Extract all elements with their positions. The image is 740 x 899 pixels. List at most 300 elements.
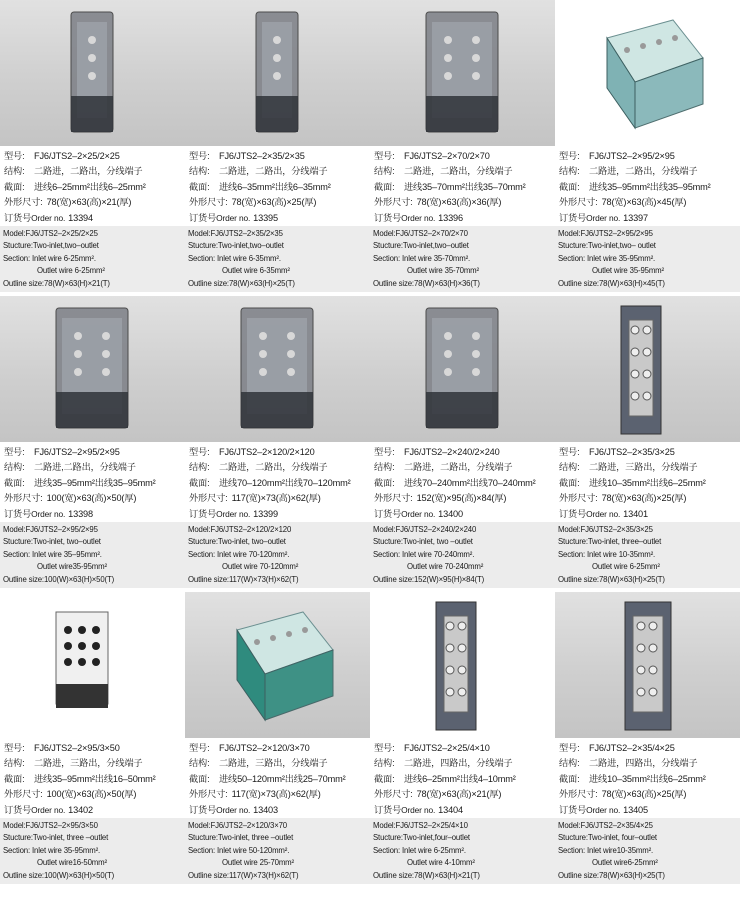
spec-label: 型号: xyxy=(374,447,395,457)
spec-model-en: Model:FJ6/JTS2–2×35/4×25 xyxy=(558,821,653,830)
spec-value: FJ6/JTS2–2×35/4×25 xyxy=(589,743,675,753)
order-label-en: Order no. xyxy=(401,508,436,519)
product-photo xyxy=(555,592,740,738)
spec-outline-en: Outline size:117(W)×73(H)×62(T) xyxy=(188,574,299,584)
product-photo-icon xyxy=(0,592,185,738)
product-photo xyxy=(370,592,555,738)
order-label-cn: 订货号 xyxy=(559,212,587,223)
spec-cn xyxy=(189,741,370,818)
order-number xyxy=(189,803,370,818)
order-label-cn: 订货号 xyxy=(4,212,32,223)
spec-structure-cn xyxy=(374,164,555,179)
spec-value: 78(宽)×63(高)×21(厚) xyxy=(46,197,132,208)
order-value: 13398 xyxy=(68,508,93,519)
spec-structure-cn xyxy=(4,164,185,179)
spec-size-cn xyxy=(559,787,740,802)
spec-value: FJ6/JTS2–2×70/2×70 xyxy=(404,151,490,161)
spec-structure-en: Stucture:Two-inlet, two–outlet xyxy=(188,537,286,547)
spec-structure-cn xyxy=(374,460,555,475)
spec-structure-en: Stucture:Two-inlet, three –outlet xyxy=(188,833,294,843)
spec-label: 截面: xyxy=(4,477,25,488)
spec-model-cn xyxy=(4,445,185,460)
product-card xyxy=(185,0,370,296)
spec-value: 二路进,二路出，分线端子 xyxy=(34,462,136,473)
product-photo xyxy=(0,0,185,146)
spec-label: 结构: xyxy=(4,758,25,769)
spec-section-en: Section: Inlet wire 6-25mm². xyxy=(3,253,96,263)
spec-size-cn xyxy=(374,195,555,210)
spec-label: 结构: xyxy=(374,166,395,177)
spec-section-cn xyxy=(559,476,740,491)
spec-model-en: Model:FJ6/JTS2–2×70/2×70 xyxy=(373,229,468,238)
spec-label: 型号: xyxy=(189,743,210,753)
spec-structure-cn xyxy=(374,756,555,771)
spec-label: 结构: xyxy=(189,758,210,769)
spec-value: 117(宽)×73(高)×62(厚) xyxy=(231,789,321,800)
spec-value: 二路进，三路出，分线端子 xyxy=(34,758,143,769)
product-photo-icon xyxy=(555,296,740,442)
spec-value: 进线35–95mm²出线35–95mm² xyxy=(589,181,711,192)
spec-model-en: Model:FJ6/JTS2–2×240/2×240 xyxy=(373,525,477,534)
spec-label: 截面: xyxy=(4,181,25,192)
spec-outlet-en: Outlet wire 25-70mm² xyxy=(222,858,294,868)
product-card xyxy=(555,0,740,296)
spec-label: 截面: xyxy=(374,773,395,784)
spec-section-cn xyxy=(559,772,740,787)
order-value: 13397 xyxy=(623,212,648,223)
spec-section-en: Section: Inlet wire 6-35mm². xyxy=(188,253,281,263)
spec-structure-en: Stucture:Two-inlet,two–outlet xyxy=(188,241,284,251)
order-value: 13405 xyxy=(623,804,648,815)
product-photo xyxy=(0,592,185,738)
product-card xyxy=(370,592,555,888)
spec-structure-cn xyxy=(189,460,370,475)
spec-en xyxy=(555,818,740,884)
spec-value: 二路进，二路出，分线端子 xyxy=(589,166,698,177)
spec-structure-en: Stucture:Two-inlet, four–outlet xyxy=(558,833,657,843)
spec-value: 进线10–35mm²出线6–25mm² xyxy=(589,477,706,488)
spec-model-cn xyxy=(374,149,555,164)
spec-outlet-en: Outlet wire 70-120mm² xyxy=(222,562,299,572)
spec-structure-en: Stucture:Two-inlet,two–outlet xyxy=(3,241,99,251)
spec-value: FJ6/JTS2–2×25/2×25 xyxy=(34,151,120,161)
spec-label: 外形尺寸: xyxy=(374,789,413,800)
spec-value: 进线6–25mm²出线6–25mm² xyxy=(34,181,146,192)
spec-en xyxy=(555,522,740,588)
spec-section-en: Section: Inlet wire 35-95mm². xyxy=(558,253,656,263)
order-label-en: Order no. xyxy=(586,508,621,519)
spec-cn xyxy=(559,149,740,226)
spec-structure-en: Stucture:Two-inlet, two–outlet xyxy=(3,537,101,547)
spec-value: FJ6/JTS2–2×120/2×120 xyxy=(219,447,315,457)
spec-label: 截面: xyxy=(559,773,580,784)
product-photo xyxy=(555,0,740,146)
spec-section-cn xyxy=(374,476,555,491)
spec-value: 78(宽)×63(高)×25(厚) xyxy=(231,197,317,208)
order-number xyxy=(559,507,740,522)
order-value: 13399 xyxy=(253,508,278,519)
order-number xyxy=(4,211,185,226)
spec-size-cn xyxy=(559,195,740,210)
spec-value: 进线70–120mm²出线70–120mm² xyxy=(219,477,351,488)
spec-section-cn xyxy=(4,180,185,195)
order-number xyxy=(374,211,555,226)
order-label-cn: 订货号 xyxy=(559,508,587,519)
order-number xyxy=(374,507,555,522)
product-photo xyxy=(555,296,740,442)
spec-outline-en: Outline size:78(W)×63(H)×21(T) xyxy=(3,278,110,288)
spec-value: 二路进，四路出，分线端子 xyxy=(589,758,698,769)
spec-structure-en: Stucture:Two-inlet,two–outlet xyxy=(373,241,469,251)
spec-label: 截面: xyxy=(559,477,580,488)
order-label-en: Order no. xyxy=(401,804,436,815)
order-number xyxy=(374,803,555,818)
product-photo-icon xyxy=(555,0,740,146)
spec-section-en: Section: Inlet wire 6-25mm². xyxy=(373,845,466,855)
spec-outline-en: Outline size:78(W)×63(H)×21(T) xyxy=(373,870,480,880)
spec-label: 结构: xyxy=(374,758,395,769)
spec-model-en: Model:FJ6/JTS2–2×120/2×120 xyxy=(188,525,292,534)
order-value: 13396 xyxy=(438,212,463,223)
product-photo xyxy=(185,592,370,738)
spec-outline-en: Outline size:117(W)×73(H)×62(T) xyxy=(188,870,299,880)
product-card xyxy=(370,296,555,592)
spec-label: 截面: xyxy=(559,181,580,192)
order-label-en: Order no. xyxy=(586,804,621,815)
product-photo-icon xyxy=(185,0,370,146)
spec-label: 型号: xyxy=(4,743,25,753)
spec-label: 型号: xyxy=(4,447,25,457)
spec-section-cn xyxy=(189,772,370,787)
spec-label: 结构: xyxy=(189,462,210,473)
spec-value: 进线35–70mm²出线35–70mm² xyxy=(404,181,526,192)
spec-outline-en: Outline size:78(W)×63(H)×36(T) xyxy=(373,278,480,288)
spec-label: 结构: xyxy=(559,462,580,473)
spec-label: 截面: xyxy=(4,773,25,784)
spec-outlet-en: Outlet wire 6-35mm² xyxy=(222,266,290,276)
spec-label: 外形尺寸: xyxy=(4,197,43,208)
spec-cn xyxy=(189,149,370,226)
spec-label: 截面: xyxy=(374,477,395,488)
spec-en xyxy=(370,226,555,292)
spec-outlet-en: Outlet wire35-95mm² xyxy=(37,562,107,572)
spec-section-cn xyxy=(189,476,370,491)
spec-value: 二路进，二路出，分线端子 xyxy=(219,462,328,473)
order-label-en: Order no. xyxy=(401,212,436,223)
spec-model-cn xyxy=(559,741,740,756)
spec-cn xyxy=(374,149,555,226)
order-number xyxy=(189,211,370,226)
spec-value: 二路进，三路出，分线端子 xyxy=(219,758,328,769)
order-value: 13394 xyxy=(68,212,93,223)
spec-value: 进线35–95mm²出线35–95mm² xyxy=(34,477,156,488)
spec-en xyxy=(185,226,370,292)
spec-value: 78(宽)×63(高)×21(厚) xyxy=(416,789,502,800)
spec-en xyxy=(0,522,185,588)
spec-value: 78(宽)×63(高)×45(厚) xyxy=(601,197,687,208)
spec-label: 外形尺寸: xyxy=(559,493,598,504)
spec-value: 78(宽)×63(高)×36(厚) xyxy=(416,197,502,208)
spec-model-en: Model:FJ6/JTS2–2×95/2×95 xyxy=(558,229,653,238)
spec-section-cn xyxy=(559,180,740,195)
spec-section-en: Section: Inlet wire 35–95mm². xyxy=(3,549,102,559)
spec-label: 结构: xyxy=(374,462,395,473)
spec-size-cn xyxy=(374,787,555,802)
spec-section-en: Section: Inlet wire 50-120mm². xyxy=(188,845,290,855)
spec-label: 截面: xyxy=(374,181,395,192)
spec-value: 100(宽)×63(高)×50(厚) xyxy=(46,493,137,504)
spec-value: 100(宽)×63(高)×50(厚) xyxy=(46,789,137,800)
spec-outlet-en: Outlet wire 6-25mm² xyxy=(37,266,105,276)
spec-value: FJ6/JTS2–2×35/3×25 xyxy=(589,447,675,457)
order-label-en: Order no. xyxy=(216,804,251,815)
order-label-cn: 订货号 xyxy=(189,508,217,519)
spec-section-en: Section: Inlet wire10-35mm². xyxy=(558,845,654,855)
spec-structure-cn xyxy=(559,460,740,475)
spec-cn xyxy=(559,741,740,818)
spec-cn xyxy=(4,445,185,522)
spec-value: 进线6–35mm²出线6–35mm² xyxy=(219,181,331,192)
spec-structure-en: Stucture:Two-inlet, two –outlet xyxy=(373,537,473,547)
product-photo-icon xyxy=(370,592,555,738)
spec-value: 78(宽)×63(高)×25(厚) xyxy=(601,493,687,504)
spec-value: 进线35–95mm²出线16–50mm² xyxy=(34,773,156,784)
spec-en xyxy=(370,522,555,588)
spec-model-en: Model:FJ6/JTS2–2×35/2×35 xyxy=(188,229,283,238)
spec-size-cn xyxy=(189,787,370,802)
product-card xyxy=(185,296,370,592)
spec-structure-cn xyxy=(189,164,370,179)
order-label-cn: 订货号 xyxy=(189,212,217,223)
product-card xyxy=(185,592,370,888)
spec-label: 截面: xyxy=(189,477,210,488)
product-card xyxy=(370,0,555,296)
spec-cn xyxy=(189,445,370,522)
spec-cn xyxy=(559,445,740,522)
product-card xyxy=(0,296,185,592)
spec-label: 外形尺寸: xyxy=(374,197,413,208)
order-number xyxy=(4,803,185,818)
spec-value: 进线6–25mm²出线4–10mm² xyxy=(404,773,516,784)
spec-model-en: Model:FJ6/JTS2–2×25/4×10 xyxy=(373,821,468,830)
spec-label: 型号: xyxy=(189,447,210,457)
spec-en xyxy=(185,818,370,884)
spec-outlet-en: Outlet wire16-50mm² xyxy=(37,858,107,868)
spec-structure-cn xyxy=(189,756,370,771)
spec-structure-cn xyxy=(559,164,740,179)
spec-value: 二路进，二路出，分线端子 xyxy=(404,462,513,473)
spec-label: 外形尺寸: xyxy=(189,197,228,208)
spec-value: 二路进，三路出，分线端子 xyxy=(589,462,698,473)
spec-en xyxy=(370,818,555,884)
product-photo-icon xyxy=(185,296,370,442)
spec-model-cn xyxy=(374,445,555,460)
product-photo-icon xyxy=(0,296,185,442)
spec-size-cn xyxy=(4,195,185,210)
spec-size-cn xyxy=(559,491,740,506)
spec-model-cn xyxy=(559,445,740,460)
spec-label: 结构: xyxy=(559,166,580,177)
order-number xyxy=(559,803,740,818)
spec-outline-en: Outline size:152(W)×95(H)×84(T) xyxy=(373,574,485,584)
order-value: 13401 xyxy=(623,508,648,519)
spec-section-cn xyxy=(4,772,185,787)
order-value: 13403 xyxy=(253,804,278,815)
spec-value: FJ6/JTS2–2×95/2×95 xyxy=(34,447,120,457)
spec-label: 外形尺寸: xyxy=(559,197,598,208)
product-card xyxy=(555,592,740,888)
order-label-en: Order no. xyxy=(216,508,251,519)
spec-section-en: Section: Inlet wire 10-35mm². xyxy=(558,549,656,559)
spec-label: 型号: xyxy=(559,447,580,457)
spec-en xyxy=(185,522,370,588)
spec-value: 二路进，四路出，分线端子 xyxy=(404,758,513,769)
spec-en xyxy=(555,226,740,292)
spec-structure-en: Stucture:Two-inlet,two– outlet xyxy=(558,241,656,251)
spec-label: 型号: xyxy=(374,743,395,753)
spec-label: 外形尺寸: xyxy=(189,493,228,504)
order-label-cn: 订货号 xyxy=(559,804,587,815)
spec-outlet-en: Outlet wire 70-240mm² xyxy=(407,562,484,572)
spec-model-en: Model:FJ6/JTS2–2×35/3×25 xyxy=(558,525,653,534)
spec-label: 结构: xyxy=(4,166,25,177)
spec-outlet-en: Outlet wire 6-25mm² xyxy=(592,562,660,572)
spec-cn xyxy=(4,149,185,226)
spec-label: 外形尺寸: xyxy=(4,493,43,504)
spec-value: 二路进，二路出，分线端子 xyxy=(404,166,513,177)
spec-structure-cn xyxy=(559,756,740,771)
spec-outline-en: Outline size:78(W)×63(H)×25(T) xyxy=(188,278,295,288)
order-label-cn: 订货号 xyxy=(374,508,402,519)
spec-model-en: Model:FJ6/JTS2–2×95/2×95 xyxy=(3,525,98,534)
product-card xyxy=(0,0,185,296)
spec-structure-cn xyxy=(4,460,185,475)
spec-structure-en: Stucture:Two-inlet, three –outlet xyxy=(3,833,109,843)
spec-value: FJ6/JTS2–2×35/2×35 xyxy=(219,151,305,161)
spec-label: 型号: xyxy=(559,743,580,753)
spec-en xyxy=(0,226,185,292)
spec-label: 外形尺寸: xyxy=(559,789,598,800)
spec-structure-en: Stucture:Two-inlet, three–outlet xyxy=(558,537,662,547)
spec-value: 进线70–240mm²出线70–240mm² xyxy=(404,477,536,488)
spec-structure-cn xyxy=(4,756,185,771)
spec-size-cn xyxy=(189,195,370,210)
spec-model-cn xyxy=(4,741,185,756)
order-label-en: Order no. xyxy=(31,212,66,223)
spec-label: 截面: xyxy=(189,181,210,192)
spec-cn xyxy=(374,445,555,522)
spec-label: 截面: xyxy=(189,773,210,784)
spec-model-en: Model:FJ6/JTS2–2×120/3×70 xyxy=(188,821,287,830)
spec-label: 结构: xyxy=(189,166,210,177)
spec-value: 78(宽)×63(高)×25(厚) xyxy=(601,789,687,800)
spec-cn xyxy=(4,741,185,818)
spec-outline-en: Outline size:78(W)×63(H)×45(T) xyxy=(558,278,665,288)
order-label-en: Order no. xyxy=(31,804,66,815)
spec-section-cn xyxy=(4,476,185,491)
spec-label: 外形尺寸: xyxy=(374,493,413,504)
spec-value: 152(宽)×95(高)×84(厚) xyxy=(416,493,507,504)
spec-model-cn xyxy=(189,741,370,756)
order-label-cn: 订货号 xyxy=(189,804,217,815)
order-label-en: Order no. xyxy=(31,508,66,519)
product-photo xyxy=(370,0,555,146)
spec-section-cn xyxy=(374,180,555,195)
spec-section-en: Section: Inlet wire 70-120mm². xyxy=(188,549,290,559)
order-number xyxy=(189,507,370,522)
spec-value: FJ6/JTS2–2×120/3×70 xyxy=(219,743,310,753)
order-label-cn: 订货号 xyxy=(374,212,402,223)
spec-size-cn xyxy=(4,491,185,506)
spec-model-cn xyxy=(374,741,555,756)
spec-model-en: Model:FJ6/JTS2–2×25/2×25 xyxy=(3,229,98,238)
spec-outline-en: Outline size:100(W)×63(H)×50(T) xyxy=(3,574,115,584)
spec-model-cn xyxy=(559,149,740,164)
spec-label: 型号: xyxy=(189,151,210,161)
spec-model-en: Model:FJ6/JTS2–2×95/3×50 xyxy=(3,821,98,830)
spec-label: 外形尺寸: xyxy=(189,789,228,800)
spec-section-en: Section: Inlet wire 35-70mm². xyxy=(373,253,471,263)
spec-label: 型号: xyxy=(4,151,25,161)
spec-label: 结构: xyxy=(559,758,580,769)
spec-section-en: Section: Inlet wire 35-95mm². xyxy=(3,845,101,855)
spec-outline-en: Outline size:100(W)×63(H)×50(T) xyxy=(3,870,115,880)
product-card xyxy=(0,592,185,888)
spec-label: 外形尺寸: xyxy=(4,789,43,800)
spec-value: 117(宽)×73(高)×62(厚) xyxy=(231,493,321,504)
spec-label: 型号: xyxy=(559,151,580,161)
spec-model-cn xyxy=(189,149,370,164)
order-label-cn: 订货号 xyxy=(374,804,402,815)
spec-size-cn xyxy=(189,491,370,506)
order-value: 13395 xyxy=(253,212,278,223)
order-value: 13402 xyxy=(68,804,93,815)
spec-outlet-en: Outlet wire6-25mm² xyxy=(592,858,658,868)
spec-label: 型号: xyxy=(374,151,395,161)
product-photo-icon xyxy=(370,296,555,442)
spec-outlet-en: Outlet wire 4-10mm² xyxy=(407,858,475,868)
spec-value: FJ6/JTS2–2×25/4×10 xyxy=(404,743,490,753)
product-card xyxy=(555,296,740,592)
spec-section-cn xyxy=(374,772,555,787)
spec-en xyxy=(0,818,185,884)
product-photo-icon xyxy=(370,0,555,146)
order-label-en: Order no. xyxy=(586,212,621,223)
spec-value: FJ6/JTS2–2×240/2×240 xyxy=(404,447,500,457)
product-photo-icon xyxy=(185,592,370,738)
spec-model-cn xyxy=(189,445,370,460)
product-photo xyxy=(185,296,370,442)
spec-cn xyxy=(374,741,555,818)
spec-section-cn xyxy=(189,180,370,195)
spec-outline-en: Outline size:78(W)×63(H)×25(T) xyxy=(558,574,665,584)
spec-structure-en: Stucture:Two-inlet,four–outlet xyxy=(373,833,470,843)
product-photo xyxy=(370,296,555,442)
order-label-en: Order no. xyxy=(216,212,251,223)
spec-value: FJ6/JTS2–2×95/2×95 xyxy=(589,151,675,161)
product-photo-icon xyxy=(0,0,185,146)
spec-section-en: Section: Inlet wire 70-240mm². xyxy=(373,549,475,559)
order-label-cn: 订货号 xyxy=(4,508,32,519)
spec-size-cn xyxy=(4,787,185,802)
order-number xyxy=(4,507,185,522)
product-photo xyxy=(0,296,185,442)
spec-value: 进线10–35mm²出线6–25mm² xyxy=(589,773,706,784)
order-value: 13400 xyxy=(438,508,463,519)
spec-value: 进线50–120mm²出线25–70mm² xyxy=(219,773,346,784)
spec-outlet-en: Outlet wire 35-70mm² xyxy=(407,266,479,276)
spec-outline-en: Outline size:78(W)×63(H)×25(T) xyxy=(558,870,665,880)
